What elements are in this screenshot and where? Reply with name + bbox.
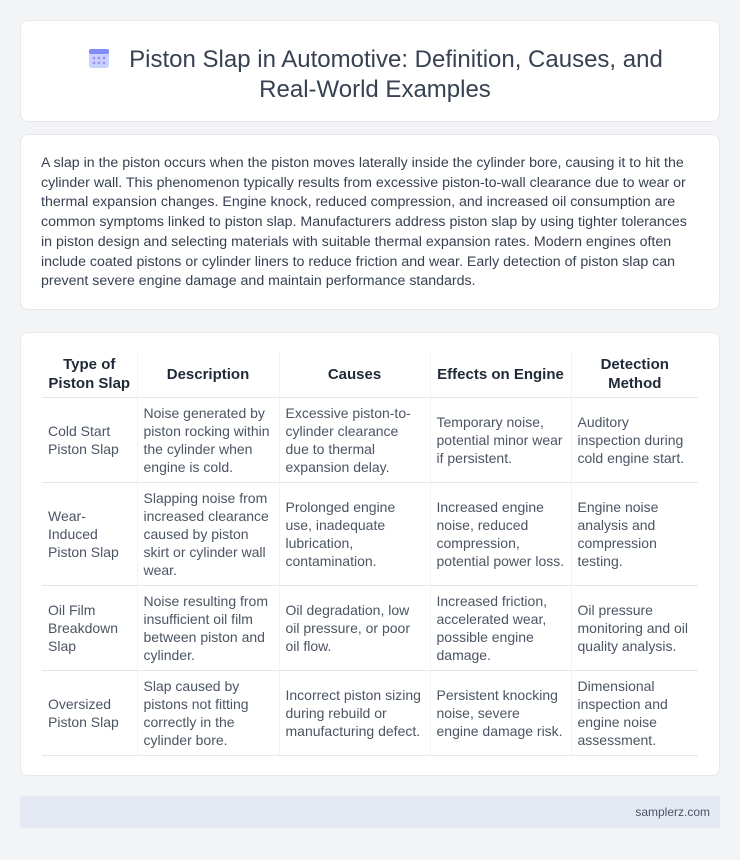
cell-causes: Oil degradation, low oil pressure, or poor oil flow. [279, 586, 430, 671]
cell-detection: Oil pressure monitoring and oil quality analysis. [571, 586, 698, 671]
piston-slap-table [42, 351, 698, 756]
page-title: Piston Slap in Automotive: Definition, Causes, and Real-World Examples [129, 46, 663, 103]
cell-effects: Increased friction, accelerated wear, possible engine damage. [430, 586, 571, 671]
header-detection: Detection Method [571, 351, 698, 398]
header-type: Type of Piston Slap [42, 351, 137, 398]
cell-description: Noise resulting from insufficient oil film between piston and cylinder. [137, 586, 279, 671]
cell-type: Oil Film Breakdown Slap [42, 586, 137, 671]
cell-effects: Increased engine noise, reduced compression, potential power loss. [430, 483, 571, 586]
table-row [42, 671, 698, 756]
table-header-row [42, 351, 698, 398]
table-card [20, 332, 720, 776]
cell-type: Oversized Piston Slap [42, 671, 137, 756]
cell-effects: Temporary noise, potential minor wear if persistent. [430, 398, 571, 483]
cell-description: Slap caused by pistons not fitting correctly in the cylinder bore. [137, 671, 279, 756]
table-row [42, 483, 698, 586]
footer-site-link[interactable]: samplerz.com [635, 805, 710, 819]
cell-description: Noise generated by piston rocking within the cylinder when engine is cold. [137, 398, 279, 483]
cell-detection: Engine noise analysis and compression testing. [571, 483, 698, 586]
cell-detection: Dimensional inspection and engine noise assessment. [571, 671, 698, 756]
calendar-icon [87, 46, 111, 70]
header-causes: Causes [279, 351, 430, 398]
cell-causes: Excessive piston-to-cylinder clearance due to thermal expansion delay. [279, 398, 430, 483]
cell-detection: Auditory inspection during cold engine start. [571, 398, 698, 483]
table-row [42, 398, 698, 483]
title-card [20, 20, 720, 122]
page-title-wrap [61, 45, 689, 105]
cell-causes: Incorrect piston sizing during rebuild or manufacturing defect. [279, 671, 430, 756]
intro-paragraph: A slap in the piston occurs when the piston moves laterally inside the cylinder bore, causing it to hit the cylinder wall. This phenomenon typically results from excessive piston-to-wall clearance due to wear or thermal expansion changes. Engine knock, reduced compression, and increased oil consumption are common symptoms linked to piston slap. Manufacturers address piston slap by using tighter tolerances in piston design and selecting materials with suitable thermal expansion rates. Modern engines often include coated pistons or cylinder liners to reduce friction and wear. Early detection of piston slap can prevent severe engine damage and maintain performance standards. [41, 155, 687, 290]
footer-bar [20, 796, 720, 828]
cell-effects: Persistent knocking noise, severe engine damage risk. [430, 671, 571, 756]
table-row [42, 586, 698, 671]
header-effects: Effects on Engine [430, 351, 571, 398]
cell-causes: Prolonged engine use, inadequate lubrication, contamination. [279, 483, 430, 586]
cell-type: Wear-Induced Piston Slap [42, 483, 137, 586]
header-description: Description [137, 351, 279, 398]
intro-card [20, 134, 720, 310]
cell-description: Slapping noise from increased clearance caused by piston skirt or cylinder wall wear. [137, 483, 279, 586]
cell-type: Cold Start Piston Slap [42, 398, 137, 483]
